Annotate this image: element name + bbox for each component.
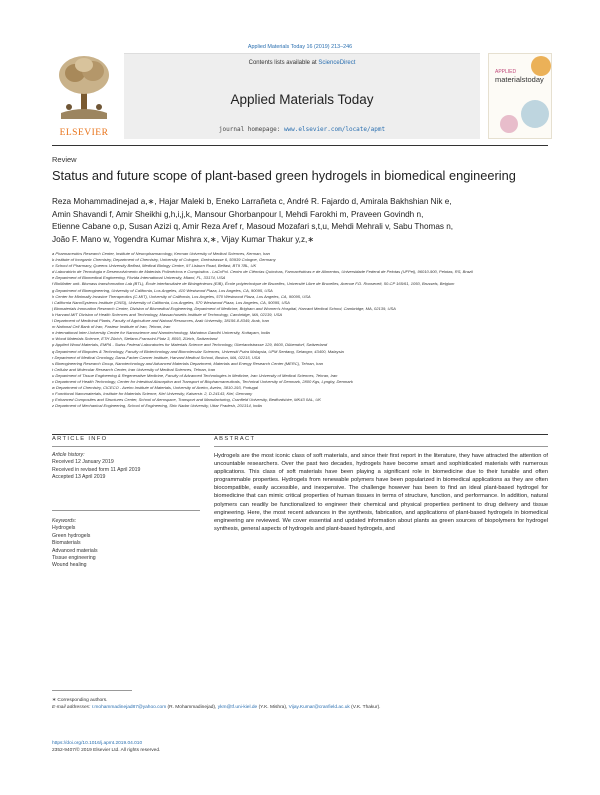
affiliation: u Department of Tissue Engineering & Regenerative Medicine, Faculty of Advanced Technologies in Medicine, Iran University of Medical Sciences, Tehran, Iran — [52, 372, 338, 378]
homepage-label: journal homepage: — [218, 126, 281, 133]
affiliation: d Laboratório de Tecnologia e Desenvolvimento de Materiais Poliméricos e Compósitos - LaCoPol. Centro de Ciências Químicas, Farmacêuticas e de Alimentos, Universidade Federal de Pelotas (UFPel), 96010-900, Pelotas, RS, Brazil — [52, 269, 473, 275]
affiliation: w Department of Chemistry, CICECO - Aveiro Institute of Materials, University of Aveiro, Aveiro, 3810-193, Portugal — [52, 385, 258, 391]
copyright: 2352-9407/© 2019 Elsevier Ltd. All rights reserved. — [52, 748, 161, 753]
keywords-label: Keywords: — [52, 518, 77, 524]
contents-prefix: Contents lists available at — [248, 60, 317, 66]
affiliation: h Center for Minimally Invasive Therapeutics (C-MIT), University of California, Los Angeles, 570 Westwood Plaza, Los Angeles, CA, 90095, USA — [52, 293, 311, 299]
cover-title-small: APPLIED — [495, 69, 517, 75]
affiliation: s Bioengineering Research Group, Nanotechnology and Advanced Materials Department, Materials and Energy Research Center (MERC), Tehran, Iran — [52, 360, 323, 366]
doi-link[interactable]: https://doi.org/10.1016/j.apmt.2019.04.010 — [52, 741, 143, 746]
homepage-link[interactable]: www.elsevier.com/locate/apmt — [283, 126, 386, 133]
history-item: Received 12 January 2019 — [52, 459, 114, 466]
cover-title-main: materialstoday — [495, 75, 544, 84]
affiliation: f BioMatter unit- Biomass transformation Lab (BTL), École interfacultaire de Bioingénieurs (EIB), École polytechnique de Bruxelles, Université Libre de Bruxelles, Avenue F.D. Roosevelt, 50-CP 165/61, 1050, Brussels, Belgium — [52, 281, 455, 287]
history-item: Accepted 13 April 2019 — [52, 474, 106, 481]
affiliation: b Institute of Inorganic Chemistry, Department of Chemistry, University of Cologne, Greinstrasse 6, 50939 Cologne, Germany — [52, 257, 276, 263]
keyword: Advanced materials — [52, 547, 98, 554]
affiliation: v Department of Health Technology, Center for Intestinal Absorption and Transport of Biopharmaceuticals, Technical University of Denmark, 2800 Kgs, Lyngby, Denmark — [52, 378, 353, 384]
affiliation: j Biomaterials Innovation Research Center, Division of Biomedical Engineering, Department of Medicine, Brigham and Women's Hospital, Harvard Medical School, Cambridge, MA, 02139, USA — [52, 305, 396, 311]
article-info-rule — [52, 446, 200, 447]
article-info-heading: ARTICLE INFO — [52, 436, 108, 442]
abstract-text: Hydrogels are the most iconic class of soft materials, and since their first report in the literature, they have attracted the attention of uncountable researchers. Over the past two decades, hydrogels have become smart and sophisticated materials with numerous applications. This class of soft materials have been playing a significant role in biomedicine due to their tunable and often programmable properties. Hydrogels from renewable polymers have been popularized in biomedical applications as they are often biocompatible, easily accessible, and inexpensive. The challenge however has been to find an ideal plant-based hydrogel for biomedicine that can mimic critical properties of human tissues in terms of structure, function, and performance. In addition, natural polymers can readily be functionalized to engineer their chemical and physical properties pertinent to drug delivery and tissue engineering. Here, the most recent advances in the synthesis, fabrication, and applications of plant-based hydrogels in biomedical engineering are reviewed. We cover essential and updated information about plants as green sources of biopolymers for hydrogel synthesis, general aspects of hydrogels and plant-based hydrogels, and — [214, 453, 548, 532]
footnotes — [52, 697, 548, 711]
affiliation-list — [52, 251, 552, 409]
cover-art-icon — [489, 54, 552, 139]
footnote-rule — [52, 690, 132, 691]
author-list — [52, 196, 552, 246]
journal-reference[interactable]: Applied Materials Today 16 (2019) 213–246 — [247, 44, 353, 50]
page-footer — [52, 740, 548, 754]
email-owner: (R. Mohammadinejad), — [167, 705, 217, 710]
affiliation: l Department of Medicinal Plants, Faculty of Agriculture and Natural Resources, Arak University, 38156-8-8349, Arak, Iran — [52, 318, 269, 324]
affiliation: m National Cell Bank of Iran, Pasteur Institute of Iran, Tehran, Iran — [52, 324, 171, 330]
affiliation: g Department of Bioengineering, University of California, Los Angeles, 410 Westwood Plaza, Los Angeles, CA, 90095, USA — [52, 287, 273, 293]
email-link[interactable]: r.mohammadinejad87@yahoo.com — [91, 705, 167, 710]
keyword: Wound healing — [52, 562, 87, 569]
abstract-heading: ABSTRACT — [214, 436, 256, 442]
journal-homepage — [124, 126, 480, 133]
keywords — [52, 518, 200, 570]
email-owner: (V.K. Thakur). — [351, 705, 381, 710]
section-rule — [52, 434, 548, 435]
publisher-name: ELSEVIER — [59, 128, 109, 138]
elsevier-logo — [52, 53, 116, 139]
author-line[interactable]: Etienne Cabane o,p, Susan Azizi q, Amir Reza Aref r, Masoud Mozafari s,t,u, Mehdi Mehrali v, Sabu Thomas n, — [52, 222, 454, 232]
journal-name: Applied Materials Today — [230, 92, 374, 107]
journal-banner — [124, 53, 480, 139]
article-type: Review — [52, 155, 77, 164]
elsevier-tree-icon — [55, 53, 113, 119]
email-owner: (Y.K. Mishra), — [258, 705, 288, 710]
history-label: Article history: — [52, 452, 85, 458]
keyword: Tissue engineering — [52, 555, 96, 562]
history-rule — [52, 510, 200, 511]
author-line[interactable]: João F. Mano w, Yogendra Kumar Mishra x,∗, Vijay Kumar Thakur y,z,∗ — [52, 234, 315, 244]
article-title: Status and future scope of plant-based green hydrogels in biomedical engineering — [52, 168, 516, 183]
keyword: Green hydrogels — [52, 532, 91, 539]
affiliation: t Cellular and Molecular Research Center, Iran University of Medical Sciences, Tehran, Iran — [52, 366, 216, 372]
journal-header — [52, 53, 552, 139]
keyword: Biomaterials — [52, 540, 81, 547]
affiliation: n International Inter-University Centre for Nanoscience and Nanotechnology, Mahatma Gandhi University, Kottayam, India — [52, 330, 270, 336]
history-item: Received in revised form 11 April 2019 — [52, 466, 141, 473]
corresponding-note: ∗ Corresponding authors. — [52, 698, 108, 703]
affiliation: y Enhanced Composites and Structures Center, School of Aerospace, Transport and Manufacturing, Cranfield University, Bedfordshire, MK43 0AL, UK — [52, 397, 321, 403]
sciencedirect-link[interactable]: ScienceDirect — [318, 60, 356, 66]
cover-title — [495, 68, 544, 84]
affiliation: e Department of Biomedical Engineering, Florida International University, Miami, FL, 33174, USA — [52, 275, 226, 281]
email-line — [52, 704, 548, 711]
email-link[interactable]: Vijay.Kumar@cranfield.ac.uk — [288, 705, 350, 710]
email-label: E-mail addresses: — [52, 705, 91, 710]
affiliation: q Department of Biopotes & Technology, Faculty of Biotechnology and Biomolecular Sciences, Universiti Putra Malaysia, UPM Serdang, Selangor, 43400, Malaysia — [52, 348, 344, 354]
affiliation: a Pharmaceutics Research Center, Institute of Neuropharmacology, Kerman University of Medical Sciences, Kerman, Iran — [52, 251, 270, 256]
article-history — [52, 452, 200, 482]
abstract-rule — [214, 446, 548, 447]
affiliation: c School of Pharmacy, Queens University Belfast, Medical Biology Centre, 97 Lisburn Road, Belfast, BT9 7BL, UK — [52, 263, 257, 269]
affiliation: x Functional Nanomaterials, Institute for Materials Science, Kiel University, Kaiserstr. 2, D-24143, Kiel, Germany — [52, 391, 253, 397]
contents-line — [124, 60, 480, 66]
journal-cover — [488, 53, 552, 139]
author-line[interactable]: Amin Shavandi f, Amir Sheikhi g,h,i,j,k, Mansour Ghorbanpour l, Mehdi Farokhi m, Praveen Govindh n, — [52, 209, 424, 219]
email-link[interactable]: ykm@tf.uni-kiel.de — [217, 705, 258, 710]
affiliation: p Applied Wood Materials, EMPA - Swiss Federal Laboratories for Materials Science and Technology, Überlandstrasse 129, 8600, Dübendorf, Switzerland — [52, 342, 328, 348]
author-line[interactable]: Reza Mohammadinejad a,∗, Hajar Maleki b, Eneko Larrañeta c, André R. Fajardo d, Amirala Bakhshian Nik e, — [52, 197, 452, 206]
affiliation: i California NanoSystems Institute (CNSI), University of California, Los Angeles, 570 Westwood Plaza, Los Angeles, CA, 90095, USA — [52, 299, 290, 305]
affiliation: k Harvard-MIT Division of Health Sciences and Technology, Massachusetts Institute of Technology, Cambridge, MA, 02139, USA — [52, 311, 283, 317]
keyword: Hydrogels — [52, 525, 76, 532]
affiliation: r Department of Medical Oncology, Dana-Farber Cancer Institute, Harvard Medical School, Boston, MA, 02215, USA — [52, 354, 261, 360]
affiliation: o Wood Materials Science, ETH Zürich, Stefano-Franscini-Platz 3, 8093, Zürich, Switzerland — [52, 336, 218, 342]
affiliation: z Department of Mechanical Engineering, School of Engineering, Shiv Nadar University, Uttar Pradesh, 201314, India — [52, 403, 262, 409]
header-rule — [52, 145, 548, 146]
